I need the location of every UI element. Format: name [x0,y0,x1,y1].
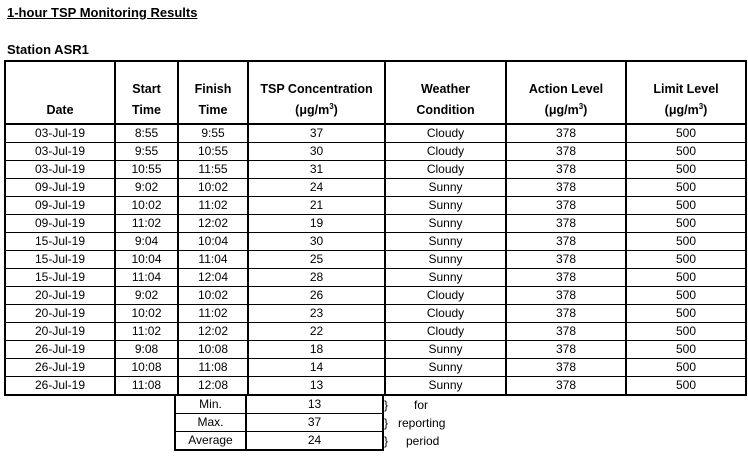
table-row [5,323,746,341]
header-weather-line1: Weather [420,82,471,96]
cell-tsp-concentration: 14 [248,359,385,377]
cell-finish-time: 10:02 [178,287,248,305]
cell-start-time: 11:08 [115,377,178,396]
cell-limit-level: 500 [626,197,746,215]
cell-limit-level: 500 [626,124,746,143]
table-row [5,359,746,377]
cell-finish-time: 12:02 [178,323,248,341]
summary-table [174,396,384,451]
cell-weather-condition: Sunny [385,377,506,396]
cell-start-time: 11:02 [115,323,178,341]
table-row [5,251,746,269]
cell-limit-level: 500 [626,359,746,377]
summary-body [175,396,383,450]
cell-finish-time: 10:02 [178,179,248,197]
cell-finish-time: 12:04 [178,269,248,287]
cell-start-time: 9:04 [115,233,178,251]
cell-tsp-concentration: 24 [248,179,385,197]
cell-date: 20-Jul-19 [5,323,115,341]
header-action-level [506,61,626,124]
summary-row [175,396,383,414]
cell-finish-time: 11:08 [178,359,248,377]
cell-date: 26-Jul-19 [5,377,115,396]
brace-mark: } [384,434,389,448]
cell-weather-condition: Sunny [385,359,506,377]
header-action-line1: Action Level [528,82,604,96]
cell-weather-condition: Sunny [385,179,506,197]
cell-finish-time: 11:55 [178,161,248,179]
cell-weather-condition: Cloudy [385,305,506,323]
header-tsp-concentration [248,61,385,124]
cell-weather-condition: Sunny [385,341,506,359]
summary-label: Min. [175,396,246,414]
cell-start-time: 9:02 [115,287,178,305]
header-start-line1: Start [132,82,161,96]
cell-weather-condition: Sunny [385,269,506,287]
header-tsp-line1: TSP Concentration [260,82,373,96]
cell-tsp-concentration: 25 [248,251,385,269]
cell-weather-condition: Cloudy [385,143,506,161]
cell-start-time: 9:08 [115,341,178,359]
page-title: 1-hour TSP Monitoring Results [7,5,198,20]
cell-finish-time: 10:04 [178,233,248,251]
header-date [5,61,115,124]
cell-tsp-concentration: 28 [248,269,385,287]
header-action-unit-close: ) [583,103,588,117]
table-row [5,287,746,305]
cell-weather-condition: Cloudy [385,323,506,341]
header-tsp-unit-base: (μg/m [295,103,330,117]
cell-date: 09-Jul-19 [5,215,115,233]
cell-start-time: 9:55 [115,143,178,161]
header-action-unit [509,100,623,121]
cell-tsp-concentration: 21 [248,197,385,215]
table-row [5,161,746,179]
header-weather-line2: Condition [416,103,475,117]
cell-date: 15-Jul-19 [5,233,115,251]
cell-limit-level: 500 [626,269,746,287]
cell-start-time: 10:55 [115,161,178,179]
cell-start-time: 11:04 [115,269,178,287]
cell-action-level: 378 [506,233,626,251]
summary-label: Max. [175,414,246,432]
cell-date: 03-Jul-19 [5,124,115,143]
cell-tsp-concentration: 13 [248,377,385,396]
cell-finish-time: 11:04 [178,251,248,269]
cell-tsp-concentration: 26 [248,287,385,305]
cell-limit-level: 500 [626,323,746,341]
cell-limit-level: 500 [626,305,746,323]
cell-tsp-concentration: 18 [248,341,385,359]
header-action-unit-base: (μg/m [544,103,579,117]
cell-weather-condition: Cloudy [385,287,506,305]
header-limit-level [626,61,746,124]
cell-weather-condition: Cloudy [385,124,506,143]
note-line [384,415,445,432]
cell-action-level: 378 [506,161,626,179]
summary-value: 13 [246,396,383,414]
table-row [5,143,746,161]
cell-limit-level: 500 [626,377,746,396]
header-finish-line1: Finish [194,82,232,96]
station-label: Station ASR1 [7,42,89,57]
summary-value: 37 [246,414,383,432]
cell-weather-condition: Cloudy [385,161,506,179]
header-finish-time [178,61,248,124]
cell-start-time: 10:02 [115,305,178,323]
note-text: period [406,434,440,448]
cell-weather-condition: Sunny [385,197,506,215]
header-finish-line2: Time [198,103,228,117]
header-start-line2: Time [132,103,161,117]
cell-weather-condition: Sunny [385,215,506,233]
cell-start-time: 10:02 [115,197,178,215]
table-row [5,179,746,197]
cell-start-time: 11:02 [115,215,178,233]
table-row [5,305,746,323]
table-row [5,197,746,215]
header-tsp-unit-close: ) [333,103,338,117]
cell-action-level: 378 [506,179,626,197]
table-row [5,124,746,143]
cell-date: 03-Jul-19 [5,143,115,161]
cell-action-level: 378 [506,197,626,215]
note-line [384,433,439,450]
cell-action-level: 378 [506,287,626,305]
header-action-unit-exp: 3 [578,101,584,111]
cell-finish-time: 10:55 [178,143,248,161]
cell-limit-level: 500 [626,179,746,197]
cell-date: 20-Jul-19 [5,305,115,323]
cell-limit-level: 500 [626,251,746,269]
cell-limit-level: 500 [626,341,746,359]
cell-action-level: 378 [506,323,626,341]
cell-tsp-concentration: 30 [248,143,385,161]
brace-mark: } [384,416,389,430]
header-date-line1: Date [46,103,74,117]
summary-row [175,414,383,432]
cell-start-time: 10:04 [115,251,178,269]
table-row [5,215,746,233]
table-row [5,377,746,396]
header-tsp-unit-exp: 3 [329,101,334,111]
note-text: reporting [398,416,446,430]
cell-date: 15-Jul-19 [5,269,115,287]
cell-date: 03-Jul-19 [5,161,115,179]
summary-label: Average [175,432,246,451]
cell-limit-level: 500 [626,287,746,305]
cell-finish-time: 12:02 [178,215,248,233]
table-row [5,269,746,287]
cell-action-level: 378 [506,377,626,396]
cell-limit-level: 500 [626,143,746,161]
cell-finish-time: 11:02 [178,197,248,215]
cell-date: 09-Jul-19 [5,197,115,215]
cell-weather-condition: Sunny [385,251,506,269]
cell-start-time: 8:55 [115,124,178,143]
cell-tsp-concentration: 31 [248,161,385,179]
cell-tsp-concentration: 30 [248,233,385,251]
cell-tsp-concentration: 22 [248,323,385,341]
header-start-time [115,61,178,124]
cell-date: 09-Jul-19 [5,179,115,197]
cell-start-time: 9:02 [115,179,178,197]
note-text: for [414,398,429,412]
header-limit-unit [629,100,743,121]
header-limit-line1: Limit Level [653,82,719,96]
header-limit-unit-base: (μg/m [664,103,699,117]
cell-limit-level: 500 [626,161,746,179]
header-tsp-unit [251,100,382,121]
brace-mark: } [384,398,389,412]
note-line [384,397,428,414]
cell-action-level: 378 [506,143,626,161]
summary-row [175,432,383,451]
cell-limit-level: 500 [626,233,746,251]
cell-date: 20-Jul-19 [5,287,115,305]
cell-start-time: 10:08 [115,359,178,377]
cell-tsp-concentration: 19 [248,215,385,233]
cell-tsp-concentration: 37 [248,124,385,143]
cell-weather-condition: Sunny [385,233,506,251]
cell-date: 15-Jul-19 [5,251,115,269]
cell-date: 26-Jul-19 [5,359,115,377]
cell-action-level: 378 [506,251,626,269]
cell-action-level: 378 [506,215,626,233]
table-row [5,341,746,359]
table-header-row [5,61,746,124]
cell-finish-time: 12:08 [178,377,248,396]
header-limit-unit-close: ) [703,103,708,117]
summary-value: 24 [246,432,383,451]
cell-limit-level: 500 [626,215,746,233]
cell-date: 26-Jul-19 [5,341,115,359]
header-limit-unit-exp: 3 [698,101,704,111]
tsp-results-table [4,60,747,396]
cell-action-level: 378 [506,359,626,377]
cell-finish-time: 11:02 [178,305,248,323]
cell-action-level: 378 [506,305,626,323]
cell-action-level: 378 [506,124,626,143]
header-weather-condition [385,61,506,124]
cell-finish-time: 9:55 [178,124,248,143]
table-row [5,233,746,251]
cell-tsp-concentration: 23 [248,305,385,323]
cell-action-level: 378 [506,341,626,359]
table-body [5,124,746,395]
cell-finish-time: 10:08 [178,341,248,359]
cell-action-level: 378 [506,269,626,287]
